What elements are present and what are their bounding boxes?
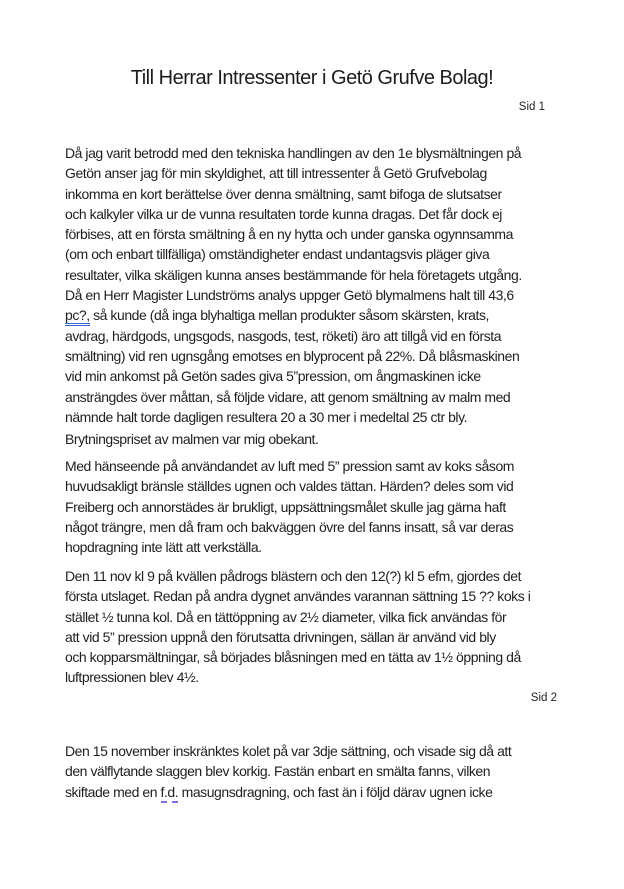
page-number-sid-2: Sid 2 — [530, 692, 557, 704]
text-line: luftpressionen blev 4½. — [65, 669, 199, 686]
text-segment: så kunde (då inga blyhaltiga mellan produkter såsom skärsten, krats, — [89, 307, 489, 324]
text-line: hopdragning inte lätt att verkställa. — [65, 539, 262, 556]
text-line — [65, 305, 585, 325]
text-line: Freiberg och annorstädes är brukligt, uppsättningsmålet skulle jag gärna haft — [65, 498, 506, 515]
text-line: nämnde halt torde dagligen resultera 20 a 30 mer i medeltal 25 ctr bly. — [65, 408, 468, 425]
text-line: något trängre, men då fram och bakväggen övre del fanns insatt, så var deras — [65, 518, 514, 535]
refinement-marked-term: f.d. — [161, 784, 179, 803]
paragraph-introduction — [65, 143, 585, 427]
text-line: vid min ankomst på Getön sades giva 5”pression, om ångmaskinen icke — [65, 368, 481, 385]
text-line: Med hänseende på användandet av luft med 5” pression samt av koks såsom — [65, 458, 514, 474]
text-line: ansträngdes över måttan, så följde vidare, att genom smältning av malm med — [65, 388, 511, 405]
text-line: Den 15 november inskränktes kolet på var 3dje sättning, och visade sig då att — [65, 743, 512, 759]
text-line: första utslaget. Redan på andra dygnet användes varannan sättning 15 ?? koks i — [65, 588, 531, 605]
text-line: stället ½ tunna kol. Då en tättöppning av 2½ diameter, vilka fick användas för — [65, 608, 507, 625]
grammar-check-marked-term: pc?, — [65, 307, 90, 326]
text-line: och kalkyler vilka ur de vunna resultaten torde kunna dragas. Det får dock ej — [65, 205, 502, 222]
text-line: Brytningspriset av malmen var mig obekant. — [65, 431, 319, 447]
document-title: Till Herrar Intressenter i Getö Grufve Bolag! — [130, 67, 494, 89]
text-line: inkomma en kort berättelse över denna smältning, samt bifoga de slutsatser — [65, 185, 502, 202]
text-line: (om och enbart tillfälliga) omständigheter endast undantagsvis pläger giva — [65, 246, 490, 263]
text-line — [65, 782, 585, 802]
text-line: Då en Herr Magister Lundströms analys uppger Getö blymalmens halt till 43,6 — [65, 287, 514, 304]
text-line: Den 11 nov kl 9 på kvällen pådrogs blästern och den 12(?) kl 5 efm, gjordes det — [65, 568, 522, 584]
paragraph-ugnen — [65, 456, 585, 557]
text-line: resultater, vilka skäligen kunna anses bestämmande för hela företagets utgång. — [65, 266, 522, 283]
paragraph-blasningen — [65, 566, 585, 688]
paragraph-brytningspriset — [65, 429, 585, 449]
text-segment: skiftade med en — [65, 783, 161, 800]
text-line: och kopparsmältningar, så börjades blåsningen med en tätta av 1½ öppning då — [65, 649, 521, 666]
paragraph-15-november — [65, 741, 585, 802]
page-number-sid-1: Sid 1 — [518, 101, 545, 113]
text-line: att vid 5” pression uppnå den förutsatta drivningen, sällan är använd vid bly — [65, 628, 496, 645]
text-line: avdrag, härdgods, ungsgods, nasgods, test, röketi) äro att tillgå vid en första — [65, 327, 502, 344]
text-line: förbises, att en första smältning å en ny hytta och under ganska ogynnsamma — [65, 226, 513, 243]
text-segment: masugnsdragning, och fast än i följd därav ugnen icke — [178, 783, 493, 800]
text-line: den välflytande slaggen blev korkig. Fastän enbart en smälta fanns, vilken — [65, 763, 491, 780]
text-line: huvudsakligt bränsle ställdes ugnen och valdes tättan. Härden? deles som vid — [65, 478, 514, 495]
text-line: Getön anser jag för min skyldighet, att till intressenter å Getö Grufvebolag — [65, 165, 487, 182]
text-line: smältning) vid ren ugnsgång emotses en blyprocent på 22%. Då blåsmaskinen — [65, 347, 520, 364]
text-line: Då jag varit betrodd med den tekniska handlingen av den 1e blysmältningen på — [65, 145, 522, 161]
